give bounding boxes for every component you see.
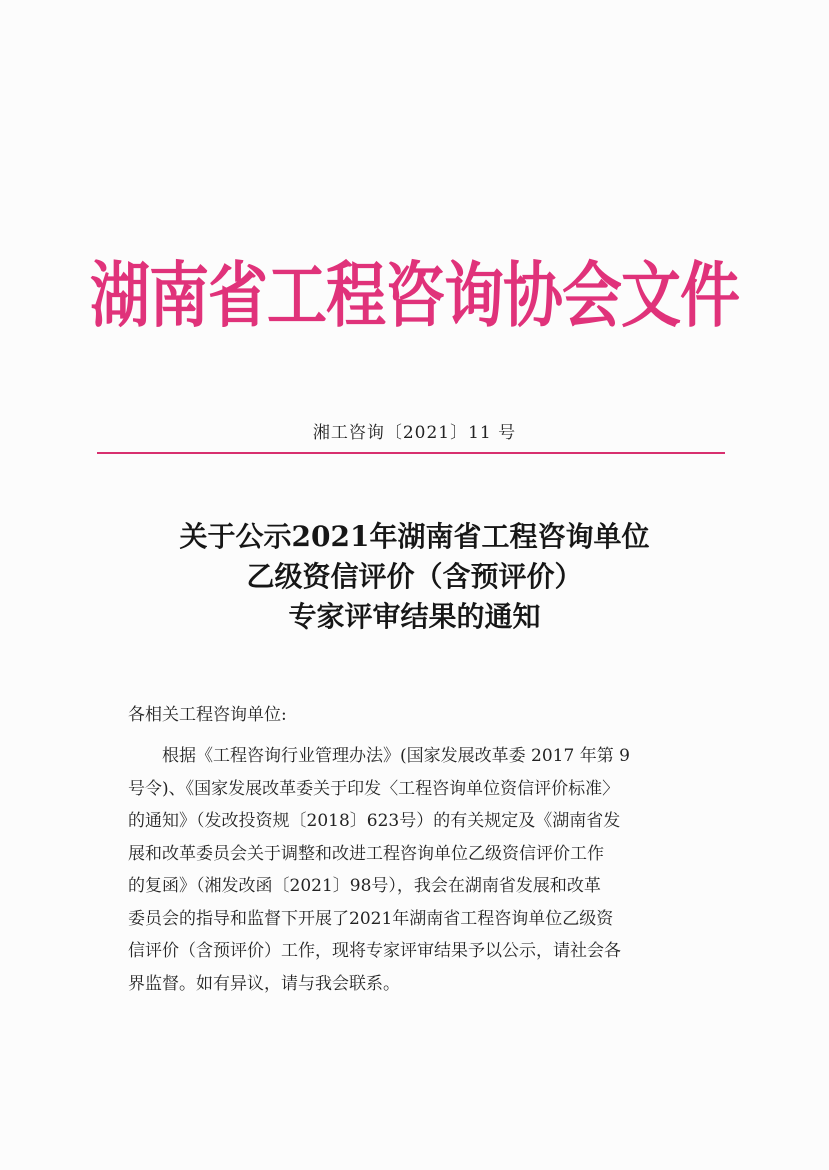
body-line: 号令)、《国家发展改革委关于印发〈工程咨询单位资信评价标准〉	[128, 778, 620, 799]
body-line: 根据《工程咨询行业管理办法》(国家发展改革委 2017 年第 9	[162, 746, 630, 766]
body-line: 信评价（含预评价）工作，现将专家评审结果予以公示，请社会各	[128, 941, 621, 961]
header-divider	[97, 452, 725, 454]
body-line: 的通知》（发改投资规〔2018〕623号）的有关规定及《湖南省发	[128, 811, 621, 831]
notice-title	[0, 517, 829, 637]
body-line: 的复函》（湘发改函〔2021〕98号），我会在湖南省发展和改革	[128, 876, 601, 896]
body-paragraph	[128, 740, 708, 1000]
body-line: 界监督。如有异议，请与我会联系。	[128, 973, 400, 994]
salutation: 各相关工程咨询单位:	[128, 705, 287, 725]
body-line: 委员会的指导和监督下开展了2021年湖南省工程咨询单位乙级资	[128, 908, 614, 929]
title-line-2: 乙级资信评价（含预评价）	[246, 560, 583, 593]
title-line-1: 关于公示2021年湖南省工程咨询单位	[179, 520, 650, 553]
body-line: 展和改革委员会关于调整和改进工程咨询单位乙级资信评价工作	[128, 843, 604, 864]
document-number: 湘工咨询〔2021〕11 号	[312, 423, 517, 443]
title-line-3: 专家评审结果的通知	[288, 600, 541, 633]
org-header-title: 湖南省工程咨询协会文件	[90, 255, 739, 338]
